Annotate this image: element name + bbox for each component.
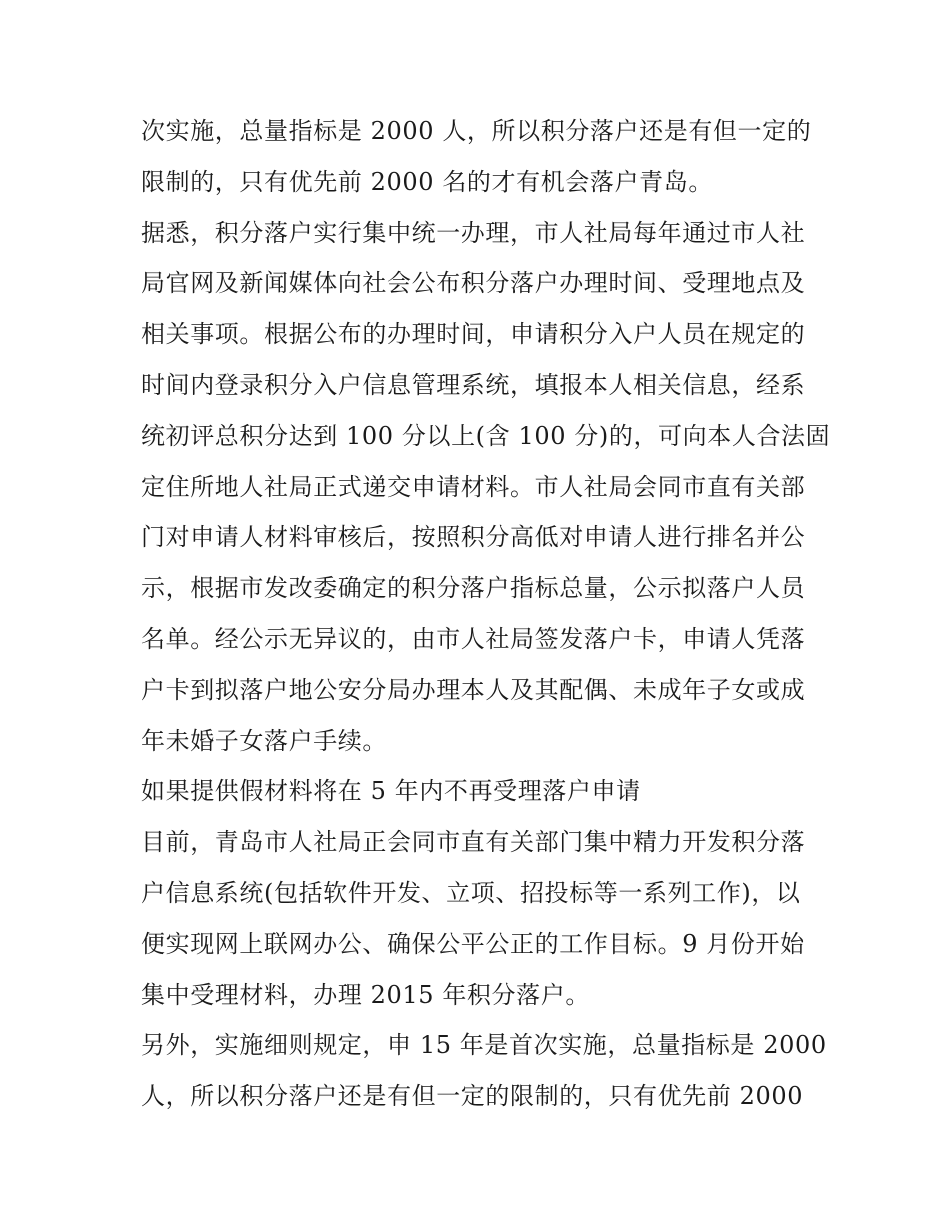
text-line: 时间内登录积分入户信息管理系统，填报本人相关信息，经系 [141,370,806,399]
text-line: 定住所地人社局正式递交申请材料。市人社局会同市直有关部 [141,472,806,501]
text-line: 便实现网上联网办公、确保公平公正的工作目标。9 月份开始 [141,929,805,958]
text-line: 人，所以积分落户还是有但一定的限制的，只有优先前 2000 [141,1082,804,1111]
text-line: 年未婚子女落户手续。 [141,726,387,755]
text-line: 据悉，积分落户实行集中统一办理，市人社局每年通过市人社 [141,218,806,247]
body-text [141,106,831,1122]
text-line: 局官网及新闻媒体向社会公布积分落户办理时间、受理地点及 [141,269,806,298]
text-line: 统初评总积分达到 100 分以上(含 100 分)的，可向本人合法固 [141,421,831,450]
text-line: 集中受理材料，办理 2015 年积分落户。 [141,980,590,1009]
text-line: 户信息系统(包括软件开发、立项、招投标等一系列工作)，以 [141,878,801,907]
text-line: 示，根据市发改委确定的积分落户指标总量，公示拟落户人员 [141,574,806,603]
text-line: 名单。经公示无异议的，由市人社局签发落户卡，申请人凭落 [141,624,806,653]
text-line: 相关事项。根据公布的办理时间，申请积分入户人员在规定的 [141,320,806,349]
text-line: 次实施，总量指标是 2000 人，所以积分落户还是有但一定的 [141,117,812,145]
text-line: 限制的，只有优先前 2000 名的才有机会落户青岛。 [141,167,713,196]
text-line: 门对申请人材料审核后，按照积分高低对申请人进行排名并公 [141,523,806,552]
text-line: 另外，实施细则规定，申 15 年是首次实施，总量指标是 2000 [141,1031,827,1060]
text-line: 户卡到拟落户地公安分局办理本人及其配偶、未成年子女或成 [141,675,806,704]
text-line: 目前，青岛市人社局正会同市直有关部门集中精力开发积分落 [141,828,806,857]
text-line: 如果提供假材料将在 5 年内不再受理落户申请 [141,777,641,806]
